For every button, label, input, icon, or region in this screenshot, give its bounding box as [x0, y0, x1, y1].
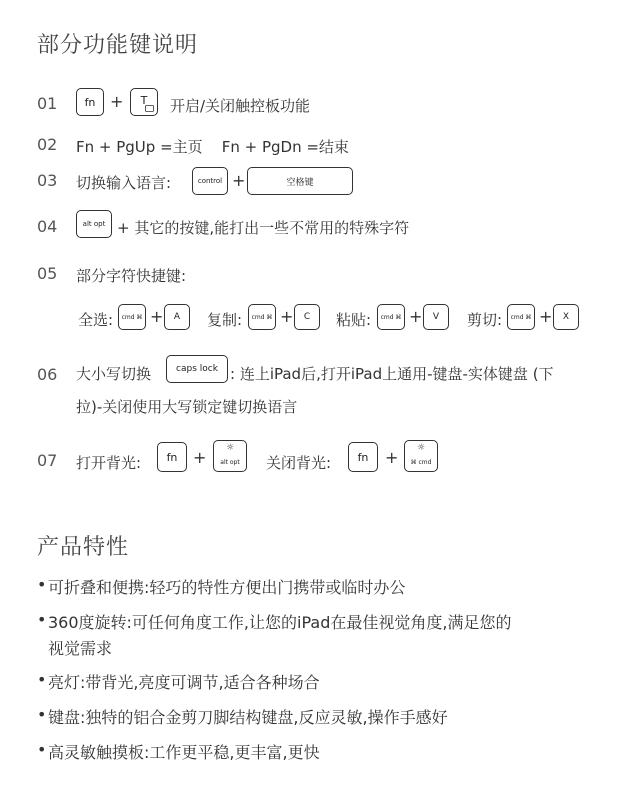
feature-item: 高灵敏触摸板:工作更平稳,更丰富,更快	[48, 743, 320, 762]
space-key: 空格键	[247, 167, 353, 195]
item-04-text: + 其它的按键,能打出一些不常用的特殊字符	[117, 219, 410, 237]
item-number-05: 05	[37, 264, 58, 283]
feature-item: 360度旋转:可任何角度工作,让您的iPad在最佳视觉角度,满足您的	[48, 613, 512, 632]
cmd-backlight-key-label: ⌘ cmd	[410, 459, 432, 466]
alt-opt-key: alt opt	[76, 210, 112, 238]
shortcut-cut-label: 剪切:	[467, 311, 503, 329]
item-06-text-line2: 拉)-关闭使用大写锁定键切换语言	[76, 398, 298, 416]
touchpad-icon	[145, 105, 154, 112]
caps-lock-key: caps lock	[166, 355, 228, 383]
bullet: •	[37, 610, 47, 629]
item-01-text: 开启/关闭触控板功能	[170, 97, 311, 115]
item-number-01: 01	[37, 94, 58, 113]
shortcut-copy-label: 复制:	[207, 311, 243, 329]
fn-key: fn	[157, 442, 187, 472]
v-key: V	[423, 304, 449, 330]
alt-opt-backlight-key-label: alt opt	[220, 459, 240, 466]
plus-sign: +	[280, 307, 294, 326]
bullet: •	[37, 705, 47, 724]
item-02-text: Fn + PgUp =主页 Fn + PgDn =结束	[76, 138, 349, 156]
item-06-label: 大小写切换	[76, 365, 152, 383]
bullet: •	[37, 740, 47, 759]
cmd-key: cmd ⌘	[248, 304, 276, 330]
feature-item: 亮灯:带背光,亮度可调节,适合各种场合	[48, 673, 320, 692]
section-title-function-keys: 部分功能键说明	[37, 33, 199, 58]
item-number-02: 02	[37, 135, 58, 154]
fn-key: fn	[348, 442, 378, 472]
t-key-label: T	[140, 94, 148, 107]
cmd-key: cmd ⌘	[377, 304, 405, 330]
bullet: •	[37, 670, 47, 689]
cmd-backlight-key	[404, 440, 438, 472]
control-key: control	[192, 167, 228, 195]
section-title-product-features: 产品特性	[37, 535, 130, 560]
plus-sign: +	[385, 448, 399, 467]
t-key	[130, 88, 158, 116]
backlight-up-icon: ☼	[226, 443, 235, 453]
alt-opt-backlight-key	[213, 440, 247, 472]
item-number-04: 04	[37, 217, 58, 236]
backlight-down-icon: ☼	[417, 443, 426, 453]
plus-sign: +	[193, 448, 207, 467]
plus-sign: +	[232, 171, 246, 190]
a-key: A	[164, 304, 190, 330]
plus-sign: +	[110, 92, 124, 111]
feature-item: 键盘:独特的铝合金剪刀脚结构键盘,反应灵敏,操作手感好	[48, 708, 448, 727]
item-number-03: 03	[37, 171, 58, 190]
fn-key: fn	[76, 88, 104, 116]
shortcut-paste-label: 粘贴:	[336, 311, 372, 329]
feature-item-continued: 视觉需求	[48, 639, 113, 658]
cmd-key: cmd ⌘	[118, 304, 146, 330]
x-key: X	[553, 304, 579, 330]
feature-item: 可折叠和便携:轻巧的特性方便出门携带或临时办公	[48, 578, 406, 597]
backlight-on-label: 打开背光:	[76, 454, 142, 472]
shortcut-select-all-label: 全选:	[78, 311, 114, 329]
item-number-07: 07	[37, 451, 58, 470]
plus-sign: +	[150, 307, 164, 326]
item-05-label: 部分字符快捷键:	[76, 267, 187, 285]
cmd-key: cmd ⌘	[507, 304, 535, 330]
item-06-text-line1: : 连上iPad后,打开iPad上通用-键盘-实体键盘 (下	[230, 365, 554, 383]
plus-sign: +	[539, 307, 553, 326]
plus-sign: +	[409, 307, 423, 326]
backlight-off-label: 关闭背光:	[266, 454, 332, 472]
item-number-06: 06	[37, 365, 58, 384]
item-03-label: 切换输入语言:	[76, 174, 172, 192]
c-key: C	[294, 304, 320, 330]
bullet: •	[37, 575, 47, 594]
